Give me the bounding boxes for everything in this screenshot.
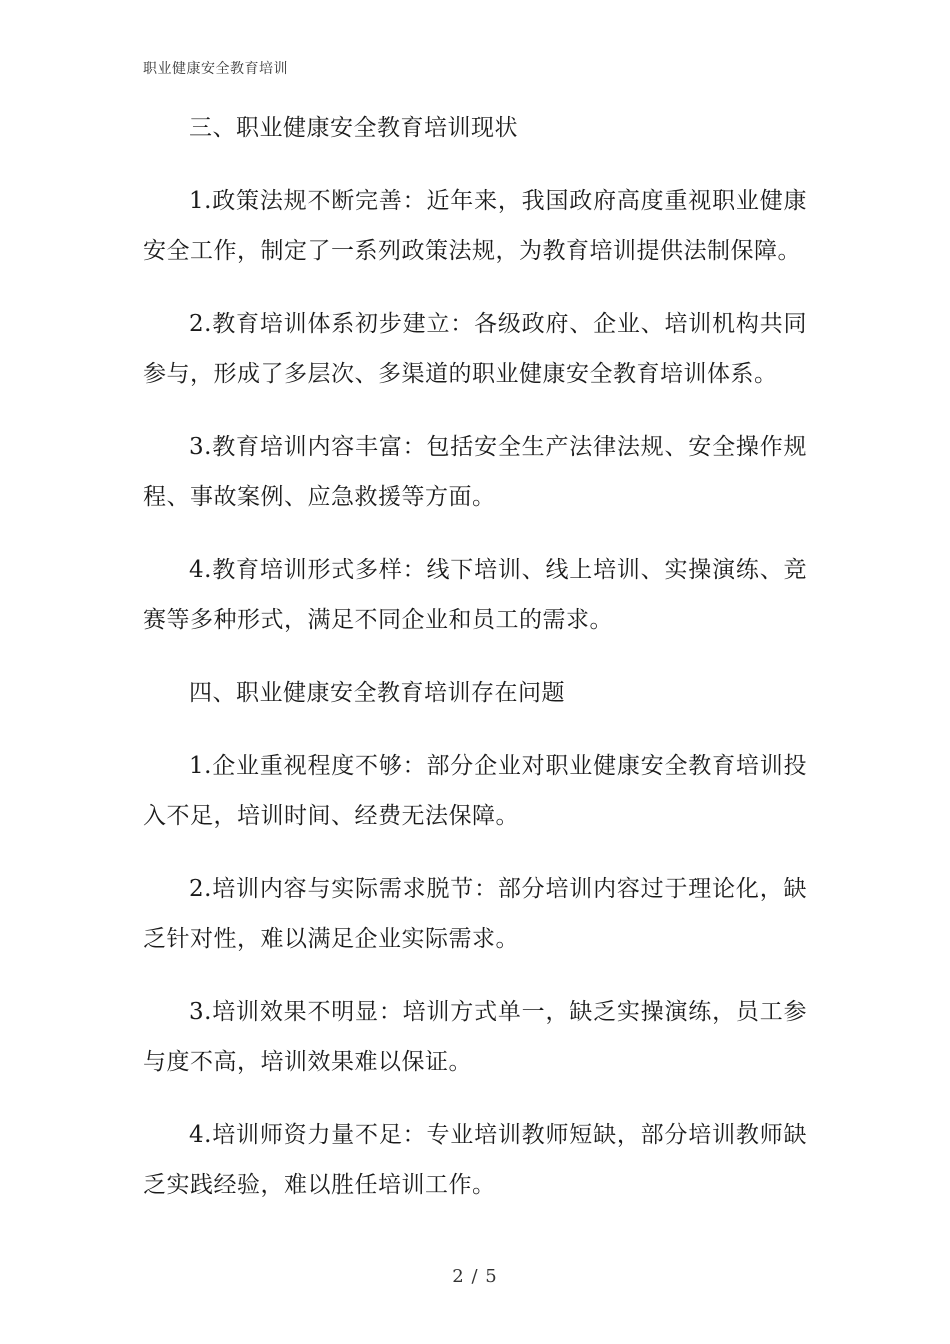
running-header: 职业健康安全教育培训 bbox=[143, 61, 288, 77]
section-3-item-3: 3.教育培训内容丰富：包括安全生产法律法规、安全操作规程、事故案例、应急救援等方面。 bbox=[143, 434, 807, 510]
section-3-item-2: 2.教育培训体系初步建立：各级政府、企业、培训机构共同参与，形成了多层次、多渠道的职业健康安全教育培训体系。 bbox=[143, 311, 807, 387]
section-3-item-1: 1.政策法规不断完善：近年来，我国政府高度重视职业健康安全工作，制定了一系列政策法规，为教育培训提供法制保障。 bbox=[143, 188, 807, 264]
section-4-item-3: 3.培训效果不明显：培训方式单一，缺乏实操演练，员工参与度不高，培训效果难以保证。 bbox=[143, 999, 807, 1075]
section-4-item-1: 1.企业重视程度不够：部分企业对职业健康安全教育培训投入不足，培训时间、经费无法保障。 bbox=[143, 753, 807, 829]
section-4-item-4: 4.培训师资力量不足：专业培训教师短缺，部分培训教师缺乏实践经验，难以胜任培训工作。 bbox=[143, 1122, 807, 1198]
section-3-heading: 三、职业健康安全教育培训现状 bbox=[189, 115, 518, 141]
section-4-heading: 四、职业健康安全教育培训存在问题 bbox=[189, 680, 565, 706]
page-number: 2 / 5 bbox=[452, 1266, 498, 1287]
section-4-item-2: 2.培训内容与实际需求脱节：部分培训内容过于理论化，缺乏针对性，难以满足企业实际需求。 bbox=[143, 876, 807, 952]
section-3-item-4: 4.教育培训形式多样：线下培训、线上培训、实操演练、竞赛等多种形式，满足不同企业和员工的需求。 bbox=[143, 557, 807, 633]
document-body bbox=[143, 103, 807, 1233]
